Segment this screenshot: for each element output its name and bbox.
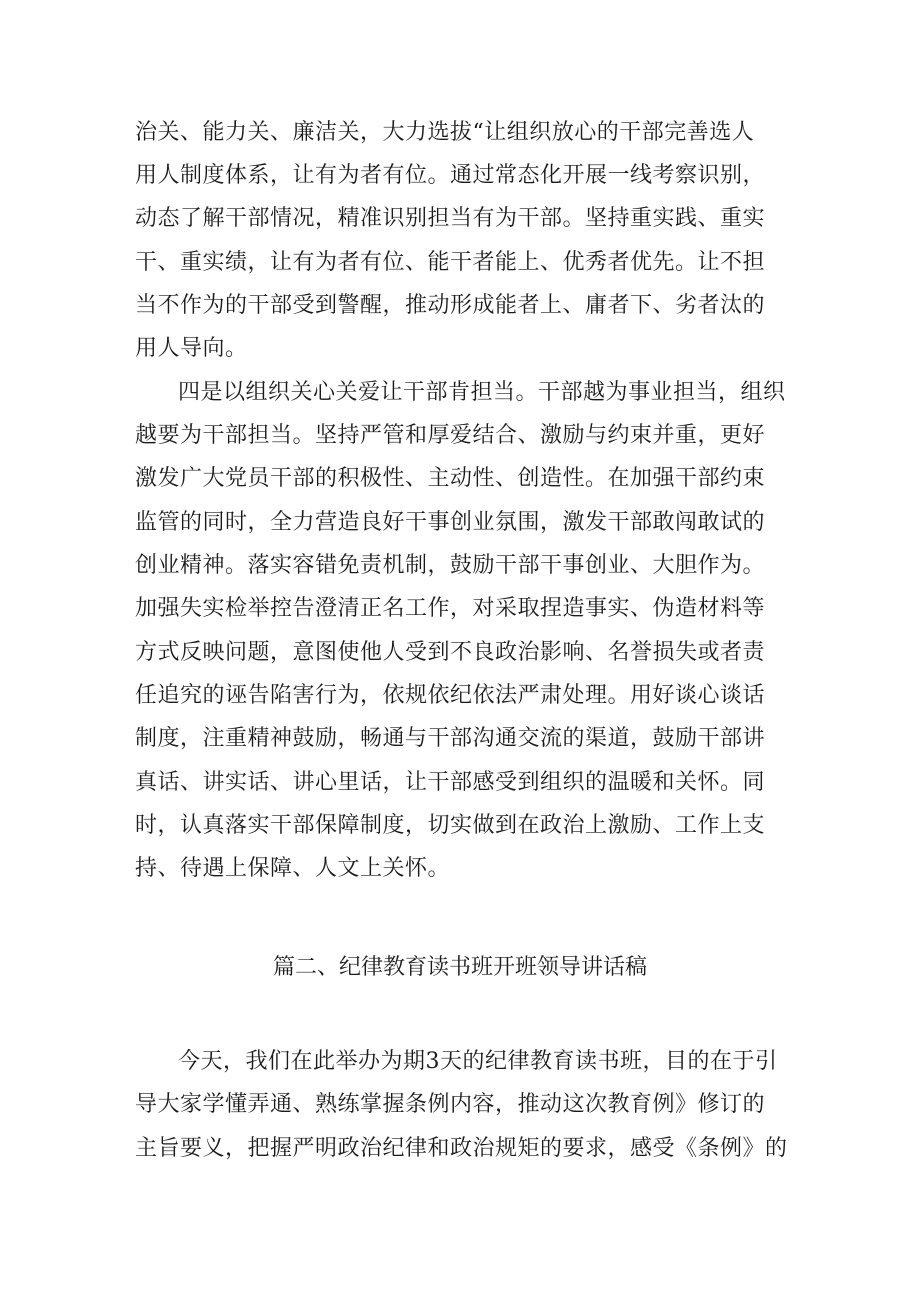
section-heading: 篇二、纪律教育读书班开班领导讲话稿	[272, 955, 647, 980]
paragraph-line: 导大家学懂弄通、熟练掌握条例内容，推动这次教育例》修订的	[135, 1092, 766, 1117]
paragraph-line: 方式反映问题，意图使他人受到不良政治影响、名誉损失或者责	[135, 640, 766, 665]
paragraph-line: 制度，注重精神鼓励，畅通与干部沟通交流的渠道，鼓励干部讲	[135, 726, 766, 751]
paragraph-line: 真话、讲实话、讲心里话，让干部感受到组织的温暖和关怀。同	[135, 770, 766, 795]
paragraph-line: 任追究的诬告陷害行为，依规依纪依法严肃处理。用好谈心谈话	[135, 683, 766, 708]
paragraph-line: 激发广大党员干部的积极性、主动性、创造性。在加强干部约束	[135, 466, 766, 491]
paragraph-line: 监管的同时，全力营造良好干事创业氛围，激发干部敢闯敢试的	[135, 510, 766, 535]
paragraph-line: 动态了解干部情况，精准识别担当有为干部。坚持重实践、重实	[135, 206, 766, 231]
paragraph-line: 加强失实检举控告澄清正名工作，对采取捏造事实、伪造材料等	[135, 596, 766, 621]
paragraph-line: 当不作为的干部受到警醒，推动形成能者上、庸者下、劣者汰的	[135, 293, 766, 318]
paragraph-line: 用人制度体系，让有为者有位。通过常态化开展一线考察识别，	[135, 163, 766, 188]
paragraph-line: 持、待遇上保障、人文上关怀。	[135, 856, 451, 881]
paragraph-line: 时，认真落实干部保障制度，切实做到在政治上激励、工作上支	[135, 813, 766, 838]
paragraph-line: 创业精神。落实容错免责机制，鼓励干部干事创业、大胆作为。	[135, 553, 766, 578]
paragraph-line: 用人导向。	[135, 336, 248, 361]
paragraph-line: 越要为干部担当。坚持严管和厚爱结合、激励与约束并重，更好	[135, 423, 766, 448]
paragraph-line: 干、重实绩，让有为者有位、能干者能上、优秀者优先。让不担	[135, 250, 766, 275]
paragraph-line: 治关、能力关、廉洁关，大力选拔“让组织放心的干部完善选人	[135, 120, 755, 145]
paragraph-first-line: 四是以组织关心关爱让干部肯担当。干部越为事业担当，组织	[178, 380, 786, 405]
paragraph-first-line: 今天，我们在此举办为期3天的纪律教育读书班，目的在于引	[178, 1049, 778, 1074]
paragraph-line: 主旨要义，把握严明政治纪律和政治规矩的要求，感受《条例》的	[135, 1136, 788, 1161]
